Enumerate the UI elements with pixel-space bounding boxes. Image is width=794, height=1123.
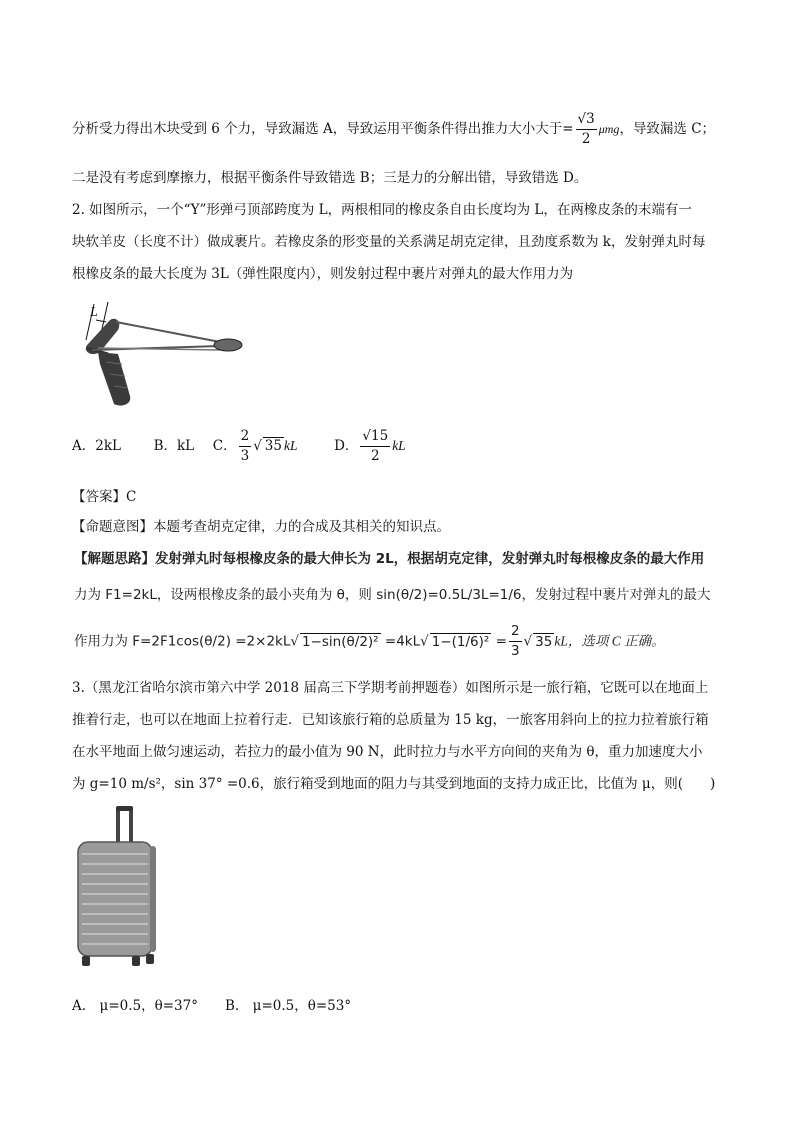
figure-L-label: L [90, 305, 98, 320]
option-b: B．kL [153, 438, 195, 454]
option-a: A．2kL [72, 438, 121, 454]
option-d: D． $\frac{√15}{2}$ kL [334, 428, 406, 464]
explain-line-2: 力为 F1=2kL，设两根橡皮条的最小夹角为 θ，则 sin(θ/2)=0.5L/3L=1/6，发射过程中裹片对弹丸的最大 [74, 587, 711, 603]
paragraph-1 [72, 113, 715, 146]
q3-line-2: 推着行走，也可以在地面上拉着行走．已知该旅行箱的总质量为 15 kg，一旅客用斜向上的拉力拉着旅行箱 [72, 712, 709, 728]
para1-text-c: ，导致漏选 C； [619, 121, 716, 137]
sqrt3-over-2-fraction: $\frac{√3}{2}$ [577, 111, 595, 147]
q2-line-1: 2. 如图所示，一个“Y”形弹弓顶部跨度为 L，两根相同的橡皮条自由长度均为 L，在两橡皮条的末端有一 [72, 202, 692, 218]
slingshot-figure [78, 292, 248, 407]
q3-options: A. μ=0.5，θ=37° B. μ=0.5，θ=53° [72, 998, 352, 1014]
explain-line-3: 作用力为 F=2F1cos(θ/2) =2×2kL√ 1−sin(θ/2)² =4kL√ 1−(1/6)² = $\frac{2}{3}$ √ 35 kL，选项 C 正确。 [74, 623, 665, 659]
q3-line-1: 3.（黑龙江省哈尔滨市第六中学 2018 届高三下学期考前押题卷）如图所示是一旅行箱，它既可以在地面上 [72, 680, 709, 696]
paragraph-2: 二是没有考虑到摩擦力，根据平衡条件导致错选 B；三是力的分解出错，导致错选 D。 [72, 170, 588, 186]
q2-options [72, 430, 406, 463]
option-c: C． $\frac{2}{3}$ √ 35 kL [212, 428, 298, 464]
explain-line-1: 【解题思路】发射弹丸时每根橡皮条的最大伸长为 2L，根据胡克定律，发射弹丸时每根橡皮条的最大作用 [74, 551, 705, 567]
q3-line-3: 在水平地面上做匀速运动，若拉力的最小值为 90 N，此时拉力与水平方向间的夹角为 θ，重力加速度大小 [72, 744, 703, 760]
answer: 【答案】C [72, 489, 137, 505]
para1-text-a: 分析受力得出木块受到 6 个力，导致漏选 A，导致运用平衡条件得出推力大小大于= [72, 121, 574, 137]
intent: 【命题意图】本题考查胡克定律，力的合成及其相关的知识点。 [72, 519, 450, 535]
mu-mg: μmg [598, 122, 620, 136]
q3-line-4: 为 g=10 m/s²，sin 37° =0.6，旅行箱受到地面的阻力与其受到地面的支持力成正比，比值为 μ，则( ) [72, 776, 716, 792]
q2-line-2: 块软羊皮（长度不计）做成裹片。若橡皮条的形变量的关系满足胡克定律，且劲度系数为 k，发射弹丸时每 [72, 234, 706, 250]
suitcase-figure [72, 806, 162, 971]
q2-line-3: 根橡皮条的最大长度为 3L（弹性限度内），则发射过程中裹片对弹丸的最大作用力为 [72, 266, 574, 282]
